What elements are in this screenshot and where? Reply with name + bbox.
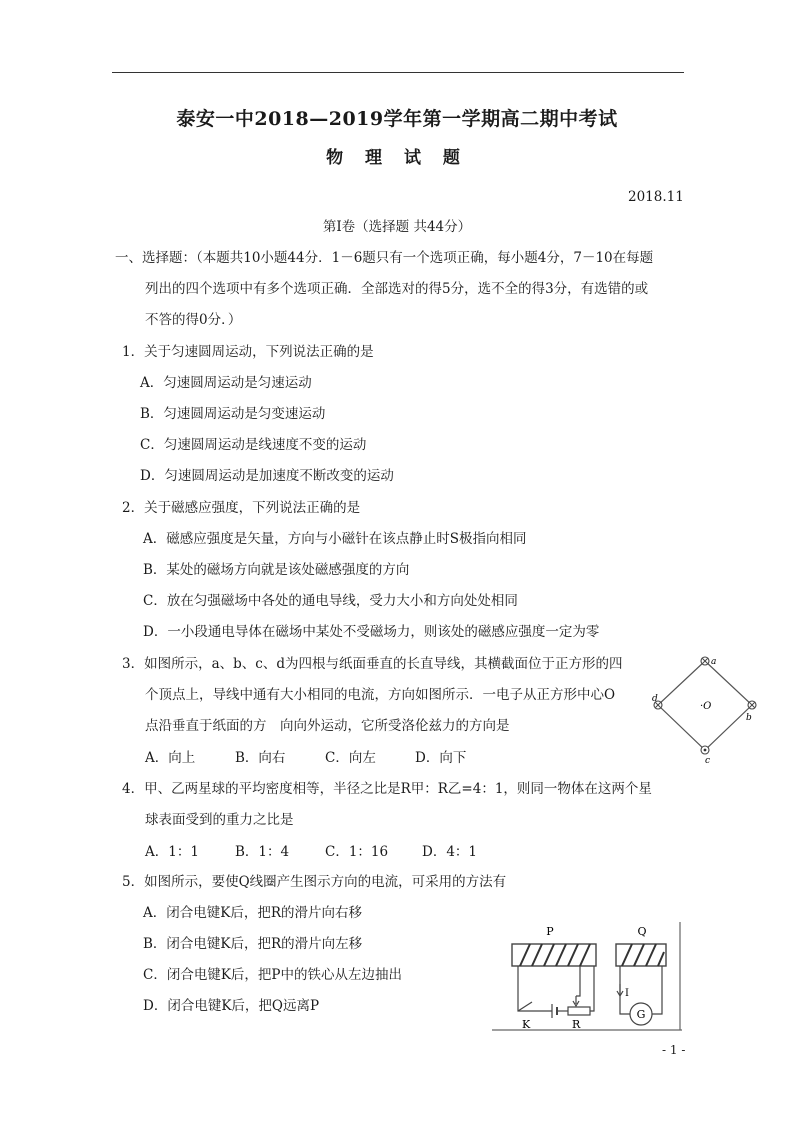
q3-stem-line2: 个顶点上，导线中通有大小相同的电流，方向如图所示．一电子从正方形中心O (145, 687, 616, 703)
label-i: I (625, 988, 629, 999)
label-d: d (652, 694, 658, 704)
label-c: c (705, 756, 711, 766)
coil-q (616, 944, 666, 966)
q5-option-c: C．闭合电键K后，把P中的铁心从左边抽出 (143, 967, 402, 983)
q2-option-c: C．放在匀强磁场中各处的通电导线，受力大小和方向处处相同 (143, 593, 518, 609)
exam-date: 2018.11 (628, 189, 684, 205)
q4-option-b: B．1：4 (235, 844, 290, 860)
section-heading-line2: 列出的四个选项中有多个选项正确．全部选对的得5分，选不全的得3分，有选错的或 (145, 281, 649, 297)
switch-k (518, 1002, 532, 1011)
section-heading-line1: 一、选择题：（本题共10小题44分．1－6题只有一个选项正确，每小题4分，7－10在每题 (115, 250, 654, 266)
header-rule (112, 72, 684, 73)
q3-square-wires-figure (648, 650, 762, 766)
q4-stem-line2: 球表面受到的重力之比是 (145, 812, 294, 828)
q3-stem-line1: 3．如图所示，a、b、c、d为四根与纸面垂直的长直导线，其横截面位于正方形的四 (122, 656, 623, 672)
q3-option-d: D．向下 (415, 750, 467, 766)
q1-option-c: C．匀速圆周运动是线速度不变的运动 (140, 437, 367, 453)
q1-option-b: B．匀速圆周运动是匀变速运动 (140, 406, 326, 422)
coil-p (512, 944, 596, 966)
q4-option-d: D．4：1 (422, 844, 478, 860)
q3-option-a: A．向上 (145, 750, 196, 766)
label-b: b (746, 713, 752, 723)
q2-option-d: D．一小段通电导体在磁场中某处不受磁场力，则该处的磁感应强度一定为零 (143, 624, 600, 640)
label-g: G (636, 1008, 646, 1021)
q4-option-a: A．1：1 (145, 844, 199, 860)
label-r: R (572, 1018, 581, 1031)
exam-title: 泰安一中2018—2019学年第一学期高二期中考试 (176, 108, 618, 130)
current-arrow (617, 984, 623, 996)
label-a: a (711, 657, 717, 667)
q1-stem: 1．关于匀速圆周运动，下列说法正确的是 (122, 344, 374, 360)
volume-heading: 第Ⅰ卷（选择题 共44分） (322, 219, 472, 235)
label-p: P (546, 925, 554, 938)
q2-stem: 2．关于磁感应强度，下列说法正确的是 (122, 500, 361, 516)
label-k: K (522, 1018, 531, 1031)
q5-stem: 5．如图所示，要使Q线圈产生图示方向的电流，可采用的方法有 (122, 874, 507, 890)
q3-stem-line3: 点沿垂直于纸面的方 向向外运动，它所受洛伦兹力的方向是 (145, 718, 510, 734)
q2-option-a: A．磁感应强度是矢量，方向与小磁针在该点静止时S极指向相同 (143, 531, 527, 547)
rheostat-r (568, 966, 594, 1015)
q5-option-d: D．闭合电键K后，把Q远离P (143, 998, 320, 1014)
label-q: Q (637, 925, 647, 938)
page-number: - 1 - (662, 1043, 686, 1057)
q5-option-b: B．闭合电键K后，把R的滑片向左移 (143, 936, 363, 952)
section-heading-line3: 不答的得0分．） (145, 312, 242, 328)
wire-a-marker (701, 657, 709, 665)
exam-subtitle: 物 理 试 题 (326, 148, 468, 168)
battery (552, 1004, 557, 1018)
q4-option-c: C．1：16 (325, 844, 389, 860)
q3-option-b: B．向右 (235, 750, 286, 766)
q5-option-a: A．闭合电键K后，把R的滑片向右移 (143, 905, 362, 921)
q1-option-d: D．匀速圆周运动是加速度不断改变的运动 (140, 468, 394, 484)
q5-coil-circuit-figure (492, 918, 682, 1036)
q3-option-c: C．向左 (325, 750, 376, 766)
q2-option-b: B．某处的磁场方向就是该处磁感强度的方向 (143, 562, 410, 578)
q1-option-a: A．匀速圆周运动是匀速运动 (140, 375, 312, 391)
q4-stem-line1: 4．甲、乙两星球的平均密度相等，半径之比是R甲：R乙=4：1，则同一物体在这两个星 (122, 781, 652, 797)
wire-b-marker (748, 701, 756, 709)
wire-c-marker (701, 746, 709, 754)
label-o: ·O (700, 701, 712, 712)
